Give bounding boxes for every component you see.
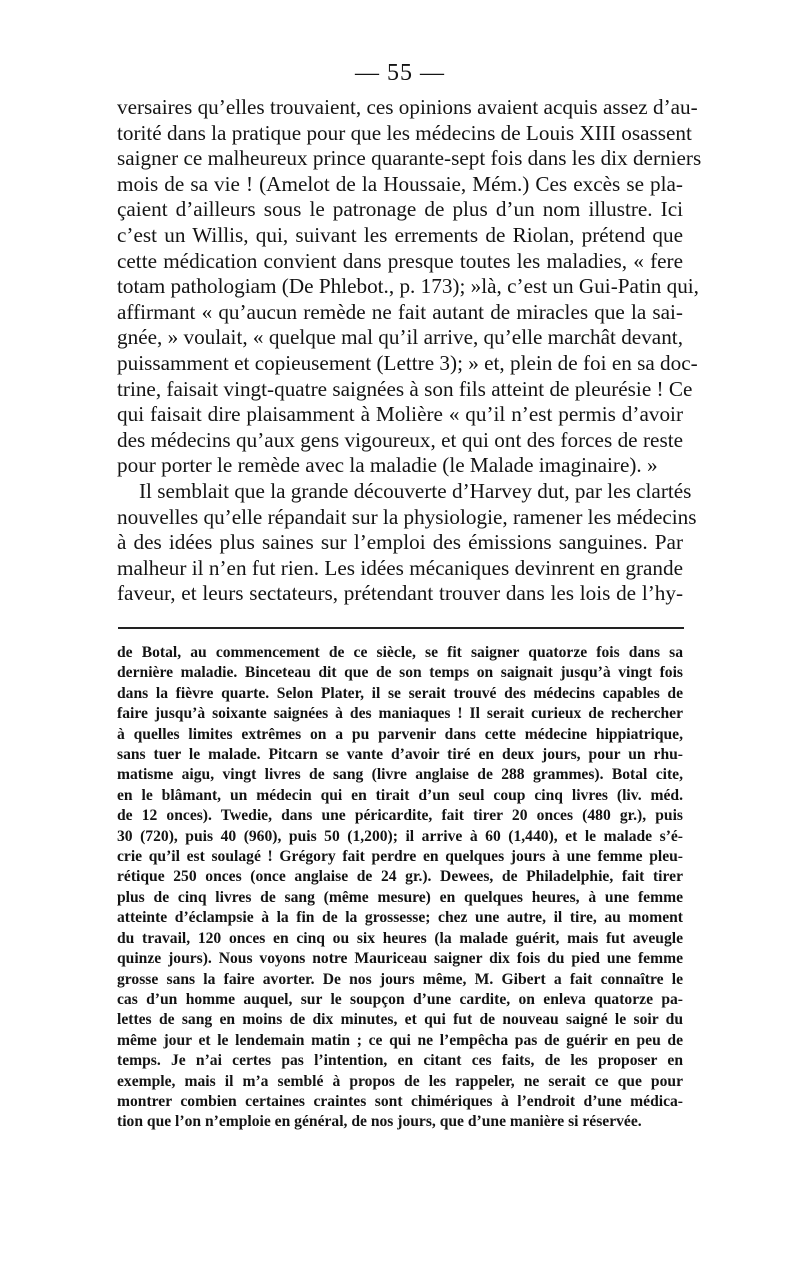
footnote-line: matisme aigu, vingt livres de sang (livre anglaise de 288 grammes). Botal cite, bbox=[117, 766, 683, 784]
footnote-paragraph bbox=[117, 643, 683, 1133]
text-line: malheur il n’en fut rien. Les idées mécaniques devinrent en grande bbox=[117, 555, 683, 580]
text-line: Il semblait que la grande découverte d’Harvey dut, par les clartés bbox=[139, 478, 692, 503]
paragraph-2 bbox=[117, 478, 697, 607]
footnote-separator bbox=[118, 627, 684, 629]
main-text bbox=[117, 95, 702, 607]
text-line: çaient d’ailleurs sous le patronage de plus d’un nom illustre. Ici bbox=[117, 197, 683, 222]
footnote-line: plus de cinq livres de sang (même mesure) en quelques heures, à une femme bbox=[117, 888, 683, 906]
footnote-line: 30 (720), puis 40 (960), puis 50 (1,200); il arrive à 60 (1,440), et le malade s’é- bbox=[117, 827, 683, 845]
footnote-line: crie qu’il est soulagé ! Grégory fait perdre en quelques jours à une femme pleu- bbox=[117, 848, 683, 866]
footnote-line: quinze jours). Nous voyons notre Mauriceau saigner dix fois du pied une femme bbox=[117, 950, 683, 968]
text-line: cette médication convient dans presque toutes les maladies, « fere bbox=[117, 248, 683, 273]
footnote-line: même jour et le lendemain matin ; ce qui ne l’empêcha pas de guérir en peu de bbox=[117, 1031, 683, 1049]
footnote-line: grosse sans la faire avorter. De nos jours même, M. Gibert a fait connaître le bbox=[117, 970, 683, 988]
text-line: versaires qu’elles trouvaient, ces opinions avaient acquis assez d’au- bbox=[117, 95, 698, 119]
footnote-line: lettes de sang en moins de dix minutes, et qui fut de nouveau saigné le soir du bbox=[117, 1011, 683, 1029]
footnote-line: faire jusqu’à soixante saignées à des maniaques ! Il serait curieux de rechercher bbox=[117, 705, 683, 723]
footnote-line: dernière maladie. Binceteau dit que de son temps on saignait jusqu’à vingt fois bbox=[117, 664, 683, 682]
footnote-line: sans tuer le malade. Pitcarn se vante d’avoir tiré en deux jours, pour un rhu- bbox=[117, 746, 683, 764]
footnote-line: à quelles limites extrêmes on a pu parvenir dans cette médecine hippiatrique, bbox=[117, 725, 683, 743]
text-line: trine, faisait vingt-quatre saignées à son fils atteint de pleurésie ! Ce bbox=[117, 376, 693, 401]
page-number: — 55 — bbox=[355, 60, 445, 86]
text-line: mois de sa vie ! (Amelot de la Houssaie, Mém.) Ces excès se pla- bbox=[117, 171, 683, 196]
footnote bbox=[117, 643, 683, 1133]
text-line: des médecins qu’aux gens vigoureux, et qui ont des forces de reste bbox=[117, 427, 683, 452]
footnote-line: de 12 onces). Twedie, dans une péricardite, fait tirer 20 onces (480 gr.), puis bbox=[117, 807, 683, 825]
footnote-line: du travail, 120 onces en cinq ou six heures (la malade guérit, mais fut aveugle bbox=[117, 929, 683, 947]
text-line: saigner ce malheureux prince quarante-sept fois dans les dix derniers bbox=[117, 146, 702, 171]
text-line: pour porter le remède avec la maladie (le Malade imaginaire). » bbox=[117, 453, 658, 478]
text-line: à des idées plus saines sur l’emploi des émissions sanguines. Par bbox=[117, 530, 683, 555]
footnote-line: dans la fièvre quarte. Selon Plater, il se serait trouvé des médecins capables de bbox=[117, 684, 683, 702]
text-line: puissamment et copieusement (Lettre 3); » et, plein de foi en sa doc- bbox=[117, 350, 698, 375]
text-line: totam pathologiam (De Phlebot., p. 173); »là, c’est un Gui-Patin qui, bbox=[117, 274, 699, 299]
footnote-line: rétique 250 onces (once anglaise de 24 gr.). Dewees, de Philadelphie, fait tirer bbox=[117, 868, 683, 886]
footnote-line: montrer combien certaines craintes sont chimériques à l’endroit d’une médica- bbox=[117, 1092, 683, 1110]
footnote-line: exemple, mais il m’a semblé à propos de les rappeler, ne serait ce que pour bbox=[117, 1072, 683, 1090]
text-line: qui faisait dire plaisamment à Molière « qu’il n’est permis d’avoir bbox=[117, 402, 683, 427]
footnote-line: en le blâmant, un médecin qui en tirait d’un seul coup cinq livres (liv. méd. bbox=[117, 786, 683, 804]
footnote-line: temps. Je n’ai certes pas l’intention, en citant ces faits, de les proposer en bbox=[117, 1052, 683, 1070]
text-line: gnée, » voulait, « quelque mal qu’il arrive, qu’elle marchât devant, bbox=[117, 325, 683, 350]
footnote-line: cas d’un homme auquel, sur le soupçon d’une cardite, on enleva quatorze pa- bbox=[117, 990, 683, 1008]
footnote-line: tion que l’on n’emploie en général, de nos jours, que d’une manière si réservée. bbox=[117, 1113, 642, 1131]
text-line: c’est un Willis, qui, suivant les errements de Riolan, prétend que bbox=[117, 222, 683, 247]
text-line: nouvelles qu’elle répandait sur la physiologie, ramener les médecins bbox=[117, 504, 697, 529]
paragraph-1 bbox=[117, 95, 702, 479]
text-line: faveur, et leurs sectateurs, prétendant trouver dans les lois de l’hy- bbox=[117, 581, 683, 606]
text-line: affirmant « qu’aucun remède ne fait autant de miracles que la sai- bbox=[117, 299, 683, 324]
footnote-line: atteinte d’éclampsie à la fin de la grossesse; chez une autre, il tire, au moment bbox=[117, 909, 683, 927]
footnote-line: de Botal, au commencement de ce siècle, se fit saigner quatorze fois dans sa bbox=[117, 644, 683, 661]
text-line: torité dans la pratique pour que les médecins de Louis XIII osassent bbox=[117, 120, 692, 145]
